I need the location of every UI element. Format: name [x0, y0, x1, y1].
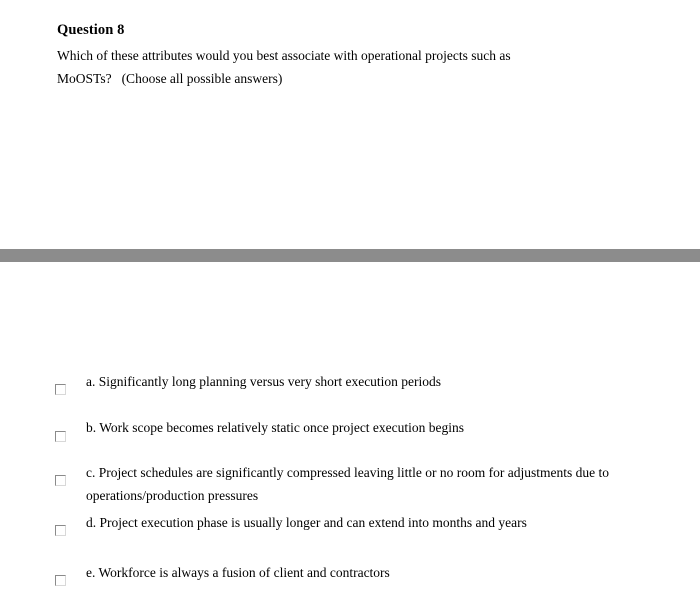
- answer-option-c[interactable]: [0, 457, 700, 507]
- checkbox-icon[interactable]: [55, 475, 66, 486]
- checkbox-icon[interactable]: [55, 525, 66, 536]
- checkbox-icon[interactable]: [55, 384, 66, 395]
- answer-option-a[interactable]: [0, 365, 700, 411]
- checkbox-cell-d[interactable]: [0, 507, 86, 536]
- question-prompt-instruction: (Choose all possible answers): [121, 71, 283, 86]
- question-prompt: [57, 44, 557, 90]
- checkbox-cell-e[interactable]: [0, 553, 86, 586]
- answer-option-e[interactable]: [0, 553, 700, 599]
- answer-option-d[interactable]: [0, 507, 700, 553]
- question-prompt-line1: Which of these attributes would you best associate with operational projects such as: [57, 48, 511, 63]
- checkbox-cell-b[interactable]: [0, 411, 86, 442]
- gray-divider-band: [0, 249, 700, 262]
- answer-option-label: c. Project schedules are significantly compressed leaving little or no room for adjustments due to operations/production pressures: [86, 465, 609, 503]
- answer-option-label: d. Project execution phase is usually longer and can extend into months and years: [86, 515, 527, 530]
- checkbox-cell-a[interactable]: [0, 365, 86, 395]
- answer-options-list: [0, 365, 700, 599]
- answer-option-label: e. Workforce is always a fusion of client and contractors: [86, 565, 390, 580]
- checkbox-icon[interactable]: [55, 575, 66, 586]
- question-prompt-line2: MoOSTs?: [57, 71, 112, 86]
- checkbox-cell-c[interactable]: [0, 457, 86, 486]
- question-block: [57, 20, 657, 90]
- answer-option-label: a. Significantly long planning versus very short execution periods: [86, 374, 442, 389]
- answer-option-b[interactable]: [0, 411, 700, 457]
- checkbox-icon[interactable]: [55, 431, 66, 442]
- answer-option-label: b. Work scope becomes relatively static once project execution begins: [86, 420, 465, 435]
- question-number-heading: Question 8: [57, 22, 125, 38]
